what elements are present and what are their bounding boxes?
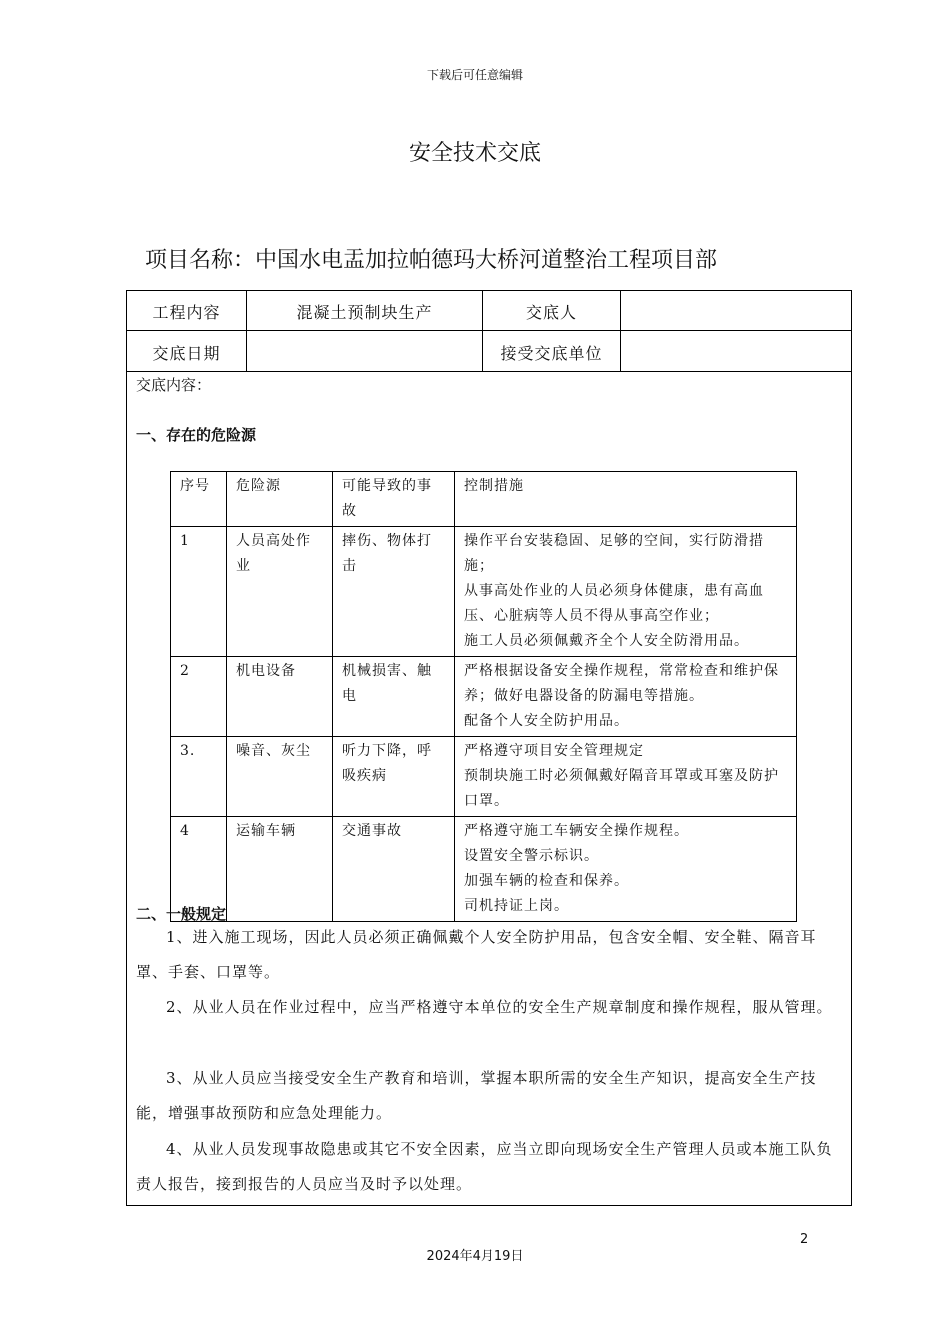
label-receiving-unit: 接受交底单位 [500,344,603,363]
header-accident: 可能导致的事故 [333,472,455,527]
col-divider [620,291,621,371]
header-source: 危险源 [227,472,333,527]
hazard-table [170,471,797,922]
page-number: 2 [800,1232,809,1247]
row-accident: 机械损害、触电 [333,657,455,737]
rule-paragraph: 2、从业人员在作业过程中，应当严格遵守本单位的安全生产规章制度和操作规程，服从管理。 [166,998,833,1016]
measure-line: 配备个人安全防护用品。 [464,713,629,729]
content-label: 交底内容： [136,376,212,394]
rule-paragraph: 1、进入施工现场，因此人员必须正确佩戴个人安全防护用品，包含安全帽、安全鞋、隔音耳罩、手套、口罩等。 [136,928,817,981]
table-row [171,657,797,737]
row-accident: 听力下降，呼吸疾病 [333,737,455,817]
header-measures: 控制措施 [455,472,797,527]
row-no: 2 [171,657,227,737]
row-measures [455,737,797,817]
label-presenter: 交底人 [525,303,577,322]
section-general-rules-title: 二、一般规定 [136,905,227,923]
measure-line: 严格遵守项目安全管理规定 [464,743,644,759]
row-source: 人员高处作业 [227,527,333,657]
row-measures [455,527,797,657]
row-no: 1 [171,527,227,657]
table-row [171,527,797,657]
table-header-row [171,472,797,527]
document-title: 安全技术交底 [408,141,541,166]
table-row [171,737,797,817]
header-note: 下载后可任意编辑 [426,68,523,82]
row-divider [127,371,851,372]
footer-date: 2024年4月19日 [426,1249,524,1264]
label-work-content: 工程内容 [152,303,221,322]
section-hazards-title: 一、存在的危险源 [136,426,257,444]
row-divider [127,330,851,331]
row-source: 运输车辆 [227,817,333,922]
row-measures [455,817,797,922]
row-source: 机电设备 [227,657,333,737]
row-accident: 交通事故 [333,817,455,922]
rule-paragraph: 4、从业人员发现事故隐患或其它不安全因素，应当立即向现场安全生产管理人员或本施工队负责人报告，接到报告的人员应当及时予以处理。 [136,1140,833,1193]
row-no: 3. [171,737,227,817]
label-date: 交底日期 [152,344,221,363]
project-name: 项目名称：中国水电盂加拉帕德玛大桥河道整治工程项目部 [145,248,718,273]
measure-line: 从事高处作业的人员必须身体健康，患有高血压、心脏病等人员不得从事高空作业； [464,583,764,624]
measure-line: 操作平台安装稳固、足够的空间，实行防滑措施； [464,533,764,574]
measure-line: 严格根据设备安全操作规程，常常检查和维护保养；做好电器设备的防漏电等措施。 [464,663,779,704]
table-row [171,817,797,922]
row-no: 4 [171,817,227,922]
measure-line: 严格遵守施工车辆安全操作规程。 [464,823,689,839]
value-work-content: 混凝土预制块生产 [296,303,433,322]
measure-line: 施工人员必须佩戴齐全个人安全防滑用品。 [464,633,749,649]
measure-line: 设置安全警示标识。 [464,848,599,864]
measure-line: 加强车辆的检查和保养。 [464,873,629,889]
row-source: 噪音、灰尘 [227,737,333,817]
row-accident: 摔伤、物体打击 [333,527,455,657]
header-no: 序号 [171,472,227,527]
rule-paragraph: 3、从业人员应当接受安全生产教育和培训，掌握本职所需的安全生产知识，提高安全生产技能，增强事故预防和应急处理能力。 [136,1069,817,1122]
measure-line: 司机持证上岗。 [464,898,569,914]
measure-line: 预制块施工时必须佩戴好隔音耳罩或耳塞及防护口罩。 [464,768,779,809]
row-measures [455,657,797,737]
